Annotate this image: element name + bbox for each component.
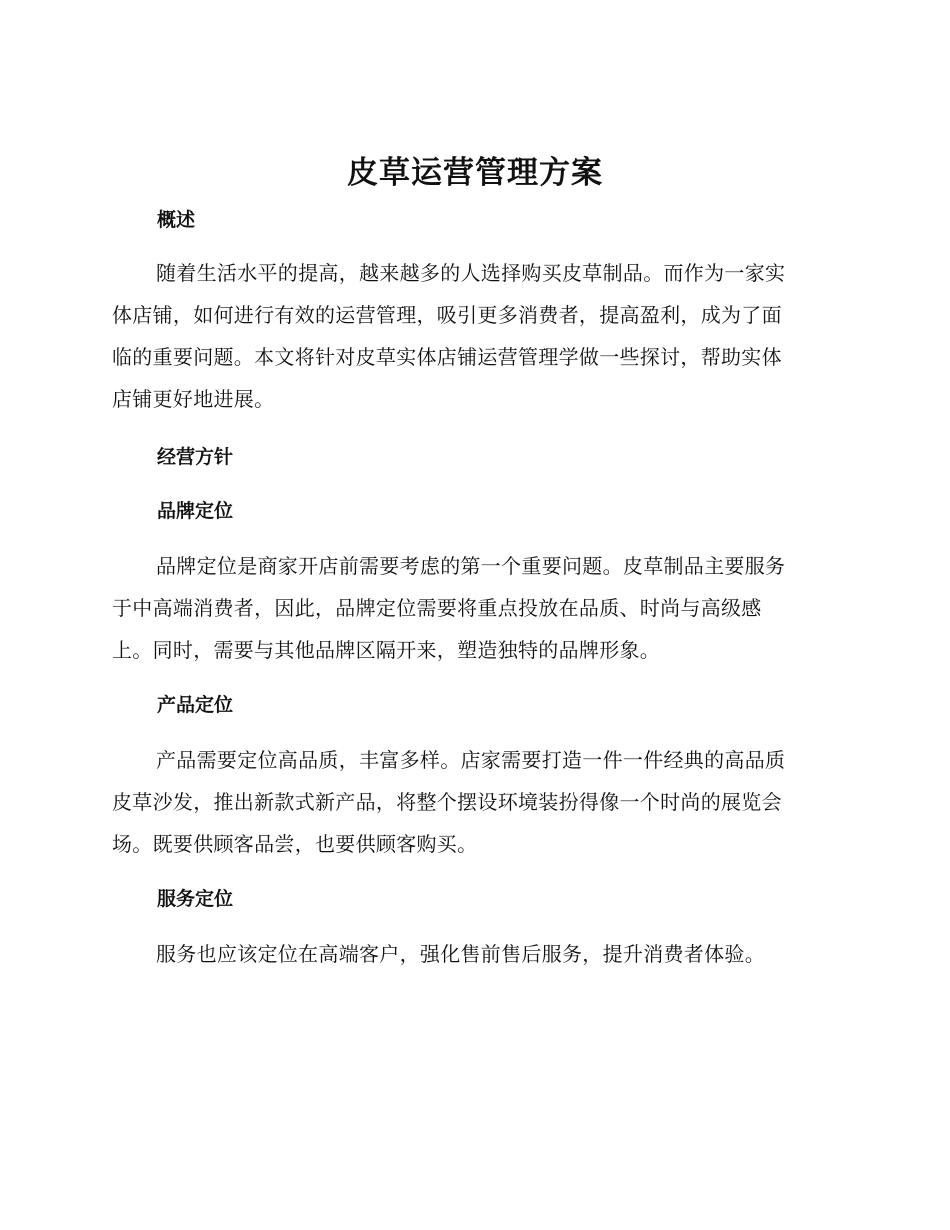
heading-brand: 品牌定位 [157,500,234,522]
paragraph-line: 店铺更好地进展。 [112,387,275,411]
paragraph-product [112,739,832,865]
document-title: 皮草运营管理方案 [347,155,603,191]
heading-service: 服务定位 [157,888,234,910]
paragraph-line: 于中高端消费者，因此，品牌定位需要将重点投放在品质、时尚与高级感 [112,596,762,620]
paragraph-line: 服务也应该定位在高端客户，强化售前售后服务，提升消费者体验。 [156,942,765,966]
paragraph-service [112,933,832,975]
paragraph-line: 上。同时，需要与其他品牌区隔开来，塑造独特的品牌形象。 [112,638,661,662]
paragraph-line: 随着生活水平的提高，越来越多的人选择购买皮草制品。而作为一家实 [156,261,786,285]
paragraph-line: 临的重要问题。本文将针对皮草实体店铺运营管理学做一些探讨，帮助实体 [112,345,782,369]
paragraph-overview [112,252,832,420]
paragraph-line: 产品需要定位高品质，丰富多样。店家需要打造一件一件经典的高品质 [156,748,786,772]
paragraph-line: 品牌定位是商家开店前需要考虑的第一个重要问题。皮草制品主要服务 [156,554,786,578]
paragraph-brand [112,545,832,671]
heading-policy: 经营方针 [157,446,234,468]
paragraph-line: 场。既要供顾客品尝，也要供顾客购买。 [112,832,478,856]
heading-overview: 概述 [157,209,196,231]
paragraph-line: 皮草沙发，推出新款式新产品，将整个摆设环境装扮得像一个时尚的展览会 [112,790,782,814]
paragraph-line: 体店铺，如何进行有效的运营管理，吸引更多消费者，提高盈利，成为了面 [112,303,782,327]
heading-product: 产品定位 [157,694,234,716]
